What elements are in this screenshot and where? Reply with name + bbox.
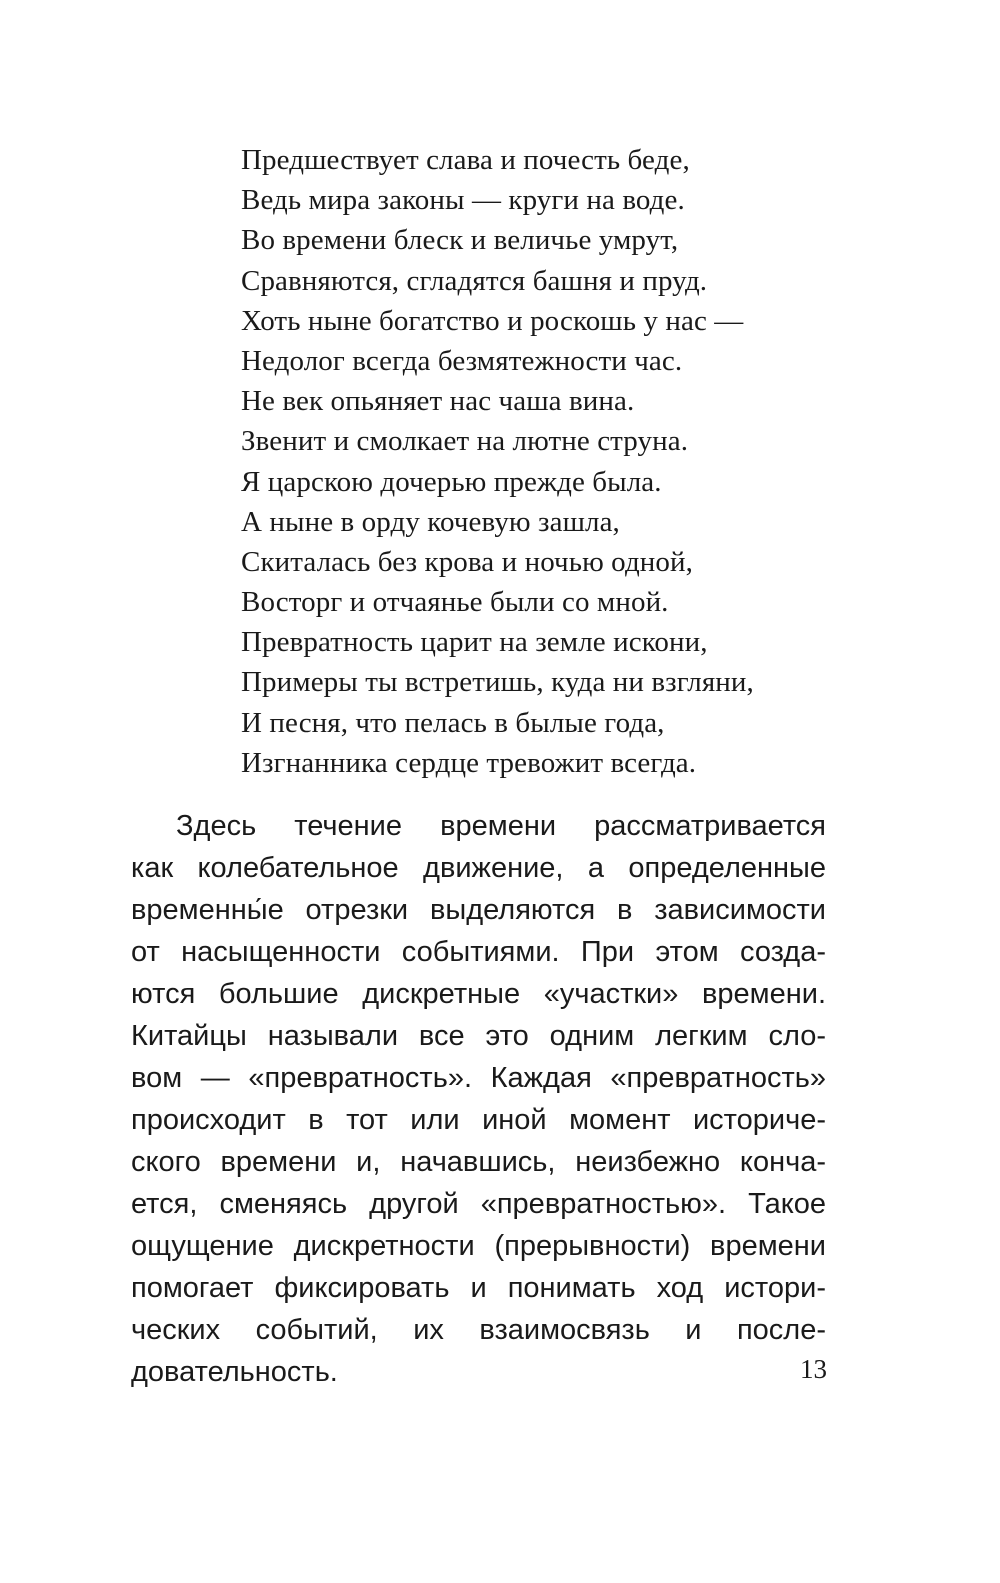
paragraph-line: Здесь течение времени рассматривается — [176, 810, 826, 842]
poem-line: Примеры ты встретишь, куда ни взгляни, — [241, 666, 754, 699]
paragraph-line: ощущение дискретности (прерывности) времени — [131, 1230, 826, 1262]
paragraph-line: временны́е отрезки выделяются в зависимости — [131, 894, 826, 926]
paragraph-line: вом — «превратность». Каждая «превратность» — [131, 1062, 826, 1094]
poem-line: Недолог всегда безмятежности час. — [241, 344, 683, 377]
poem-line: Скиталась без крова и ночью одной, — [241, 545, 693, 578]
paragraph-line: происходит в тот или иной момент историче- — [131, 1104, 826, 1136]
paragraph-line: как колебательное движение, а определенные — [131, 852, 826, 884]
paragraph-line: ются большие дискретные «участки» времени. — [131, 978, 826, 1010]
page-number: 13 — [800, 1354, 827, 1384]
paragraph-line: Китайцы называли все это одним легким сло- — [131, 1020, 826, 1052]
poem-line: Изгнанника сердце тревожит всегда. — [241, 746, 697, 779]
poem-line: Сравняются, сгладятся башня и пруд. — [241, 264, 708, 297]
poem-line: Не век опьяняет нас чаша вина. — [241, 385, 635, 418]
poem-line: Ведь мира законы — круги на воде. — [241, 184, 685, 217]
poem-line: Во времени блеск и величье умрут, — [241, 224, 679, 257]
poem-line: Превратность царит на земле искони, — [241, 626, 708, 659]
poem — [241, 140, 754, 783]
paragraph-line: от насыщенности событиями. При этом созда- — [131, 936, 826, 968]
poem-line: И песня, что пелась в былые года, — [241, 706, 665, 739]
paragraph-line: помогает фиксировать и понимать ход истори- — [131, 1272, 826, 1304]
paragraph-line: ского времени и, начавшись, неизбежно конча- — [131, 1146, 826, 1178]
poem-line: Восторг и отчаянье были со мной. — [241, 586, 669, 619]
poem-line: Хоть ныне богатство и роскошь у нас — — [241, 304, 744, 337]
poem-line: Предшествует слава и почесть беде, — [241, 144, 690, 176]
poem-line: Я царскою дочерью прежде была. — [241, 465, 662, 498]
poem-line: А ныне в орду кочевую зашла, — [241, 505, 620, 538]
poem-line: Звенит и смолкает на лютне струна. — [241, 425, 689, 458]
paragraph-line: ется, сменяясь другой «превратностью». Такое — [131, 1188, 826, 1220]
paragraph-line: довательность. — [131, 1356, 338, 1388]
body-paragraph — [131, 805, 826, 1393]
paragraph-line: ческих событий, их взаимосвязь и после- — [131, 1314, 826, 1346]
